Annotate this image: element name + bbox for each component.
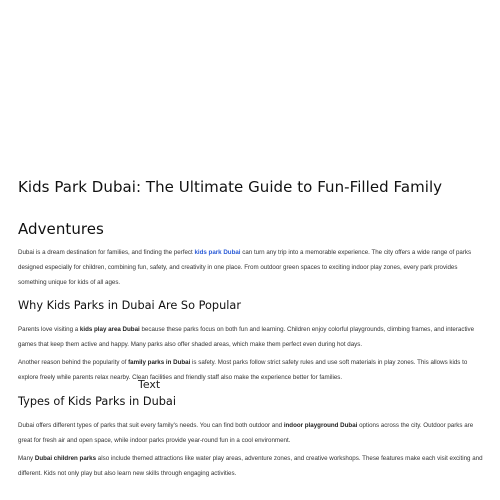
section1-paragraph-2 (18, 355, 486, 385)
intro-text-end: can turn any trip into a memorable experience. The city offers a wide range of parks designed especially for children, combining fun, safety, and creativity in one place. From outdoor green spaces to exciting indoor play zones, every park provides something unique for kids of all ages. (18, 249, 472, 286)
section2-p2-start: Many (18, 455, 35, 462)
section1-p1-start: Parents love visiting a (18, 326, 80, 333)
section2-paragraph-1 (18, 418, 486, 448)
section1-p2-start: Another reason behind the popularity of (18, 359, 129, 366)
kids-park-dubai-link[interactable]: kids park Dubai (194, 249, 241, 256)
section2-p1-end: options across the city. Outdoor parks are great for fresh air and open space, while indoor parks provide year-round fun in a cool environment. (18, 422, 474, 444)
section-heading-types: Types of Kids Parks in Dubai (18, 395, 176, 408)
intro-text-start: Dubai is a dream destination for families, and finding the perfect (18, 249, 195, 256)
section1-paragraph-1 (18, 322, 486, 352)
overlay-text-label: Text (138, 378, 161, 391)
section1-p1-bold: kids play area Dubai (79, 326, 140, 333)
section1-p1-end: because these parks focus on both fun and learning. Children enjoy colorful playgrounds, climbing frames, and interactive games that keep them active and happy. Many parks also offer shaded areas, which make them perfect even during hot days. (18, 326, 475, 348)
page-title-line-1: Kids Park Dubai: The Ultimate Guide to Fun-Filled Family (18, 178, 443, 196)
section2-paragraph-2 (18, 451, 486, 481)
section1-p2-bold: family parks in Dubai (128, 359, 191, 366)
section2-p2-end: also include themed attractions like water play areas, adventure zones, and creative workshops. These features make each visit exciting and different. Kids not only play but also learn new skills through engaging activities. (18, 455, 483, 477)
intro-paragraph (18, 245, 486, 290)
page-title (18, 166, 442, 250)
section2-p2-bold: Dubai children parks (34, 455, 97, 462)
section2-p1-bold: indoor playground Dubai (283, 422, 358, 429)
page-title-line-2: Adventures (18, 220, 104, 238)
section1-p2-end: is safety. Most parks follow strict safety rules and use soft materials in play zones. This allows kids to explore freely while parents relax nearby. Clean facilities and friendly staff also make the experience better for families. (18, 359, 468, 381)
section-heading-popular: Why Kids Parks in Dubai Are So Popular (18, 299, 241, 312)
section2-p1-start: Dubai offers different types of parks that suit every family's needs. You can find both outdoor and (18, 422, 284, 429)
